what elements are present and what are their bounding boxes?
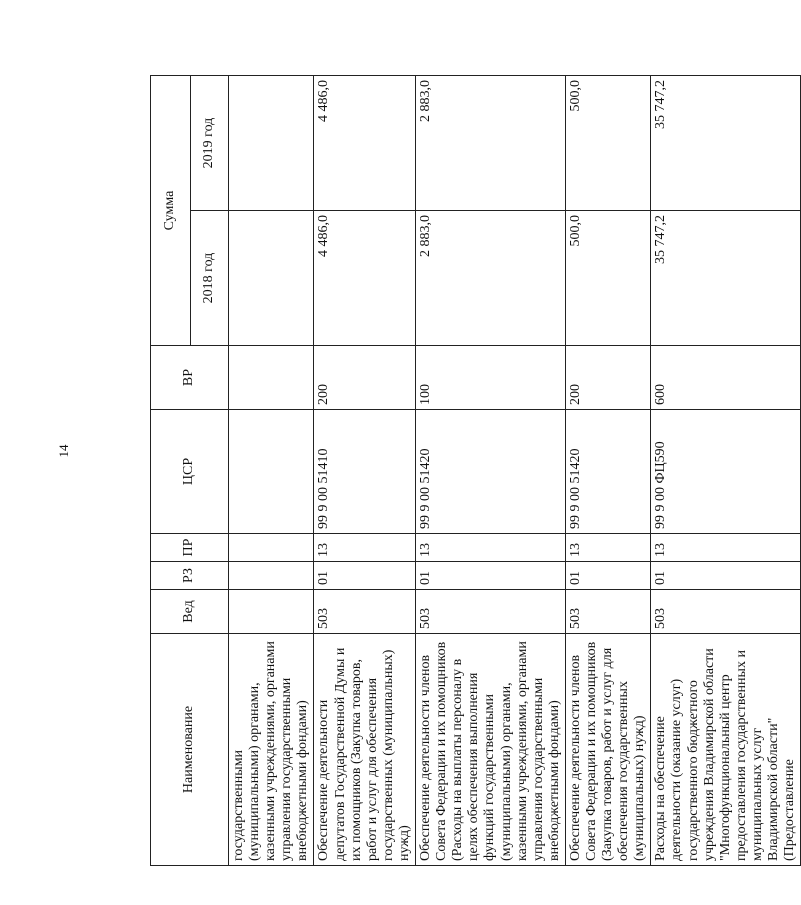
row-2018 (229, 211, 314, 346)
row-2019: 4 486,0 (314, 76, 416, 211)
row-name: государственными (муниципальными) органами, казенными учреждениями, органами управления государственными внебюджетными фондами) (229, 634, 314, 866)
header-csr: ЦСР (151, 410, 229, 534)
row-2018: 500,0 (565, 211, 650, 346)
page-number: 14 (56, 444, 71, 458)
header-sum: Сумма (151, 76, 191, 346)
row-2018: 2 883,0 (416, 211, 566, 346)
header-name: Наименование (151, 634, 229, 866)
row-2018: 4 486,0 (314, 211, 416, 346)
row-ved: 503 (416, 590, 566, 634)
row-2018: 35 747,2 (651, 211, 801, 346)
table-row (651, 76, 801, 866)
header-2018: 2018 год (191, 211, 229, 346)
row-rz (229, 562, 314, 590)
row-pr: 13 (651, 534, 801, 562)
row-ved: 503 (565, 590, 650, 634)
row-name: Обеспечение деятельности членов Совета Федерации и их помощников (Расходы на выплаты персоналу в целях обеспечения выполнения функций государственными (муниципальными) органами, казенными учреждениями, органами управления государственными внебюджетными фондами) (416, 634, 566, 866)
table-row (565, 76, 650, 866)
row-vr: 600 (651, 346, 801, 410)
row-csr: 99 9 00 51420 (416, 410, 566, 534)
row-pr: 13 (416, 534, 566, 562)
row-pr (229, 534, 314, 562)
header-2019: 2019 год (191, 76, 229, 211)
row-name: Расходы на обеспечение деятельности (оказание услуг) государственного бюджетного учреждения Владимирской области "Многофункциональный центр предоставления государственных и муниципальных услуг Владимирской области" (Предоставление (651, 634, 801, 866)
header-vr: ВР (151, 346, 229, 410)
row-csr: 99 9 00 51420 (565, 410, 650, 534)
row-rz: 01 (416, 562, 566, 590)
row-2019 (229, 76, 314, 211)
header-ved: Вед (151, 590, 229, 634)
row-ved: 503 (314, 590, 416, 634)
budget-table (150, 75, 801, 866)
row-ved: 503 (651, 590, 801, 634)
row-vr: 200 (314, 346, 416, 410)
rotated-table-container (150, 76, 798, 866)
row-rz: 01 (651, 562, 801, 590)
row-rz: 01 (565, 562, 650, 590)
table-row (314, 76, 416, 866)
row-csr: 99 9 00 ФЦ590 (651, 410, 801, 534)
row-vr: 200 (565, 346, 650, 410)
row-pr: 13 (314, 534, 416, 562)
header-row (151, 76, 191, 866)
header-rz: РЗ (151, 562, 229, 590)
row-2019: 2 883,0 (416, 76, 566, 211)
row-vr: 100 (416, 346, 566, 410)
row-2019: 35 747,2 (651, 76, 801, 211)
row-2019: 500,0 (565, 76, 650, 211)
row-csr (229, 410, 314, 534)
row-name: Обеспечение деятельности членов Совета Федерации и их помощников (Закупка товаров, работ и услуг для обеспечения государственных (муниципальных) нужд) (565, 634, 650, 866)
row-name: Обеспечение деятельности депутатов Государственной Думы и их помощников (Закупка товаров, работ и услуг для обеспечения государственных (муниципальных) нужд) (314, 634, 416, 866)
table-row (416, 76, 566, 866)
row-csr: 99 9 00 51410 (314, 410, 416, 534)
table-row (229, 76, 314, 866)
header-pr: ПР (151, 534, 229, 562)
row-pr: 13 (565, 534, 650, 562)
row-ved (229, 590, 314, 634)
row-vr (229, 346, 314, 410)
row-rz: 01 (314, 562, 416, 590)
